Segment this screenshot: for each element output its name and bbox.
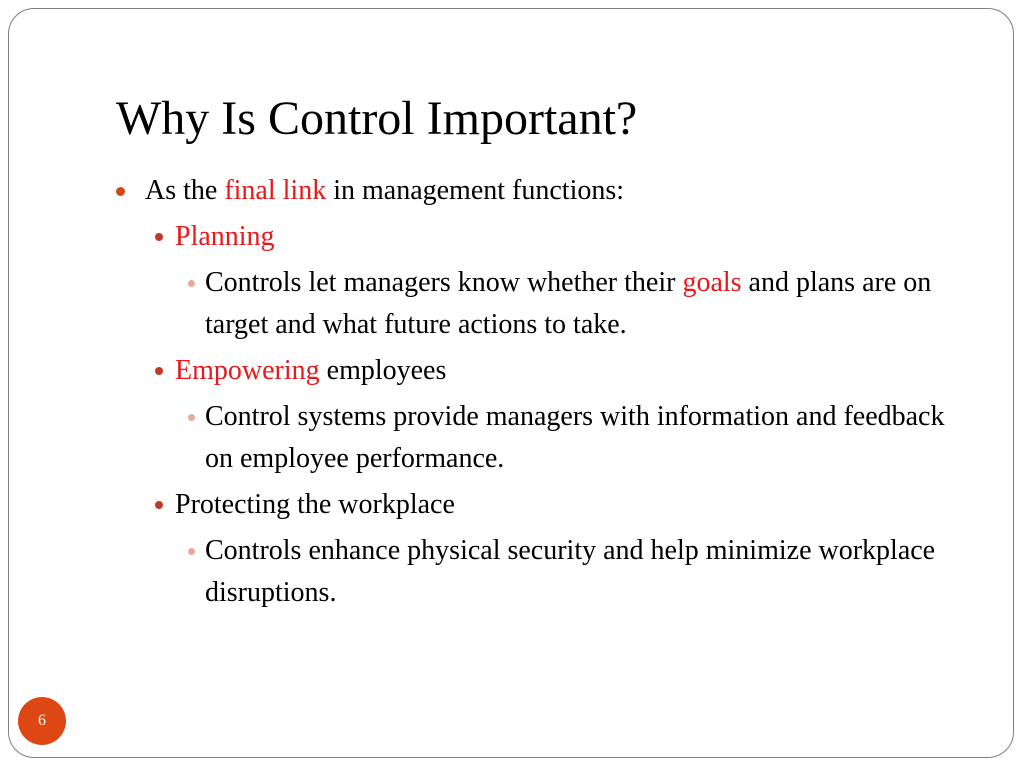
bullet-text: Controls let managers know whether their bbox=[205, 267, 683, 298]
highlight-text: Empowering bbox=[175, 355, 320, 386]
bullet-text: and plans are on target and what future actions to take. bbox=[205, 267, 932, 340]
bullet-text: Protecting the workplace bbox=[175, 489, 455, 520]
bullet-dot-icon bbox=[155, 501, 163, 509]
bullet-text: in management functions: bbox=[326, 175, 625, 206]
page-number-badge: 6 bbox=[18, 697, 66, 745]
bullet-dot-icon bbox=[116, 187, 125, 196]
bullet-planning-detail bbox=[205, 262, 975, 346]
bullet-dot-icon bbox=[155, 367, 163, 375]
bullet-empowering-detail bbox=[205, 396, 975, 480]
bullet-dot-icon bbox=[188, 548, 195, 555]
bullet-final-link bbox=[145, 170, 965, 212]
highlight-text: goals bbox=[682, 267, 742, 298]
bullet-planning bbox=[175, 216, 955, 258]
bullet-text: As the bbox=[145, 175, 225, 206]
highlight-text: final link bbox=[224, 175, 327, 206]
bullet-empowering bbox=[175, 350, 955, 392]
bullet-text: employees bbox=[319, 355, 447, 386]
bullet-protecting bbox=[175, 484, 955, 526]
bullet-dot-icon bbox=[188, 414, 195, 421]
slide-title: Why Is Control Important? bbox=[116, 92, 638, 145]
bullet-text: Controls enhance physical security and help minimize workplace disruptions. bbox=[205, 535, 936, 608]
bullet-text: Control systems provide managers with information and feedback on employee performance. bbox=[205, 401, 945, 474]
bullet-dot-icon bbox=[155, 233, 163, 241]
bullet-dot-icon bbox=[188, 280, 195, 287]
bullet-protecting-detail bbox=[205, 530, 975, 614]
highlight-text: Planning bbox=[175, 221, 275, 252]
